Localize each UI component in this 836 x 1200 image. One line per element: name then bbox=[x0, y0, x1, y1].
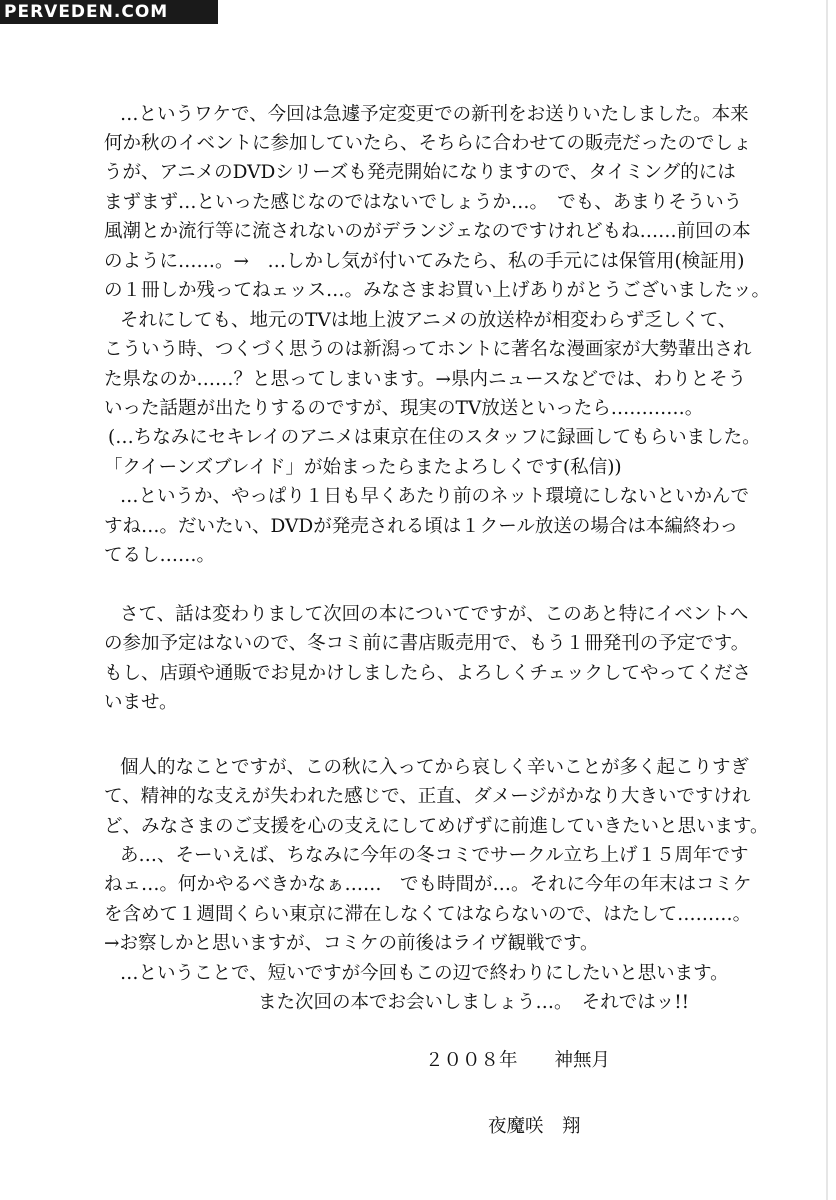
text-line: …というか、やっぱり１日も早くあたり前のネット環境にしないといかんで bbox=[120, 486, 750, 507]
text-line: (…ちなみにセキレイのアニメは東京在住のスタッフに録画してもらいました。 bbox=[108, 427, 761, 448]
text-line: …というワケで、今回は急遽予定変更での新刊をお送りいたしました。本来 bbox=[120, 104, 749, 125]
text-line: いった話題が出たりするのですが、現実のTV放送といったら…………。 bbox=[104, 398, 704, 419]
text-line: の参加予定はないので、冬コミ前に書店販売用で、もう１冊発刊の予定です。 bbox=[104, 633, 750, 654]
text-line: の１冊しか残ってねェッス…。みなさまお買い上げありがとうございましたッ。 bbox=[104, 280, 771, 301]
text-line: のように……。→ …しかし気が付いてみたら、私の手元には保管用(検証用) bbox=[104, 251, 745, 272]
text-line: それにしても、地元のTVは地上波アニメの放送枠が相変わらず乏しくて、 bbox=[120, 310, 737, 331]
text-line: 何か秋のイベントに参加していたら、そちらに合わせての販売だったのでしょ bbox=[104, 133, 752, 154]
text-line: 個人的なことですが、この秋に入ってから哀しく辛いことが多く起こりすぎ bbox=[120, 757, 750, 778]
page-edge bbox=[826, 0, 828, 1200]
text-line: 「クイーンズブレイド」が始まったらまたよろしくです(私信)) bbox=[104, 457, 622, 478]
text-line: すね…。だいたい、DVDが発売される頃は１クール放送の場合は本編終わっ bbox=[104, 516, 739, 537]
text-line: を含めて１週間くらい東京に滞在しなくてはならないので、はたして………。 bbox=[104, 904, 752, 925]
author-signature: 夜魔咲 翔 bbox=[488, 1116, 581, 1137]
text-line: まずまず…といった感じなのではないでしょうか…。 でも、あまりそういう bbox=[104, 192, 743, 213]
text-line: また次回の本でお会いしましょう…。 それではッ!! bbox=[258, 992, 690, 1013]
text-line: て、精神的な支えが失われた感じで、正直、ダメージがかなり大きいですけれ bbox=[104, 786, 751, 807]
text-line: こういう時、つくづく思うのは新潟ってホントに著名な漫画家が大勢輩出され bbox=[104, 339, 752, 360]
text-line: ねェ…。何かやるべきかなぁ…… でも時間が…。それに今年の年末はコミケ bbox=[104, 874, 752, 895]
text-line: てるし……。 bbox=[104, 545, 216, 566]
date-line: ２００８年 神無月 bbox=[425, 1050, 611, 1071]
text-line: うが、アニメのDVDシリーズも発売開始になりますので、タイミング的には bbox=[104, 162, 736, 183]
text-line: →お察しかと思いますが、コミケの前後はライヴ観戦です。 bbox=[104, 933, 599, 954]
text-line: さて、話は変わりまして次回の本についてですが、このあと特にイベントへ bbox=[120, 604, 749, 625]
watermark-logo: PERVEDEN.COM bbox=[0, 0, 218, 24]
text-line: ど、みなさまのご支援を心の支えにしてめげずに前進していきたいと思います。 bbox=[104, 816, 769, 837]
text-line: た県なのか……？と思ってしまいます。→県内ニュースなどでは、わりとそう bbox=[104, 369, 747, 390]
text-line: …ということで、短いですが今回もこの辺で終わりにしたいと思います。 bbox=[120, 963, 729, 984]
text-line: あ…、そーいえば、ちなみに今年の冬コミでサークル立ち上げ１５周年です bbox=[120, 845, 749, 866]
text-line: 風潮とか流行等に流されないのがデランジェなのですけれどもね……前回の本 bbox=[104, 221, 751, 242]
text-line: もし、店頭や通販でお見かけしましたら、よろしくチェックしてやってくださ bbox=[104, 663, 751, 684]
text-line: いませ。 bbox=[104, 692, 178, 713]
